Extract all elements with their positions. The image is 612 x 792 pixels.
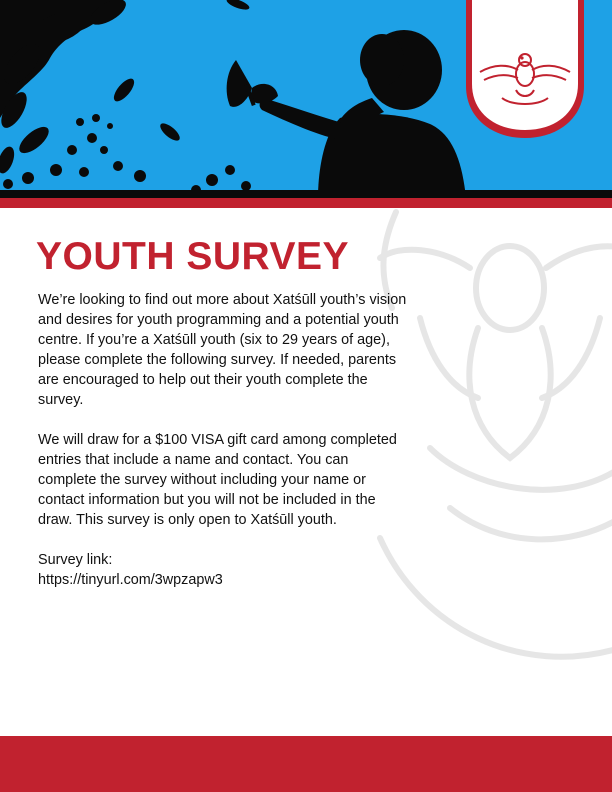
red-divider-rule (0, 198, 612, 208)
draw-paragraph: We will draw for a $100 VISA gift card among completed entries that include a name and contact. You can complete the survey without including your name or contact information but you will not be included in the draw. This survey is only open to Xatśūll youth. (38, 432, 397, 528)
child-silhouette (260, 30, 466, 198)
flyer-body (38, 290, 408, 590)
intro-paragraph: We’re looking to find out more about Xatśūll youth’s vision and desires for youth programming and a potential youth centre. If you’re a Xatśūll youth (six to 29 years of age), please complete the following survey. If needed, parents are encouraged to help out their youth complete the survey. (38, 292, 407, 408)
survey-link-label: Survey link: (38, 552, 113, 568)
header-banner (0, 0, 612, 198)
survey-link[interactable]: https://tinyurl.com/3wpzapw3 (38, 572, 223, 588)
page-title: YOUTH SURVEY (36, 235, 350, 278)
nation-logo-badge (462, 0, 588, 140)
tree-branch-silhouette (0, 0, 130, 176)
red-footer-band (0, 736, 612, 792)
butterfly-silhouette (227, 60, 278, 107)
